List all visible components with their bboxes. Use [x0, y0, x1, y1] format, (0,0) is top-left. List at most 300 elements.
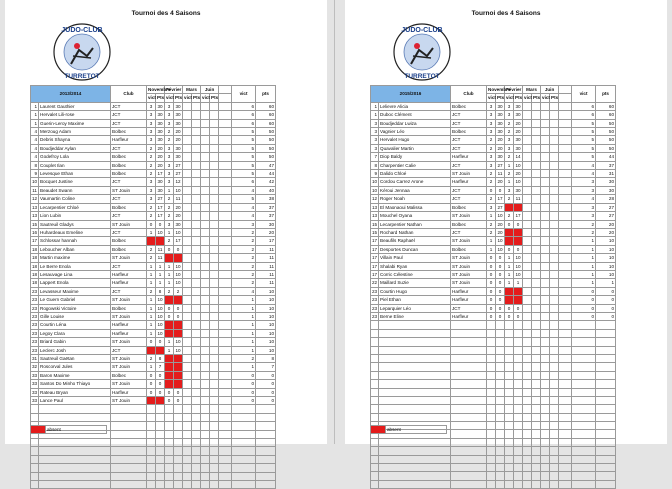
score-cell [496, 455, 505, 463]
gap-cell [559, 128, 572, 136]
club-cell [451, 346, 487, 354]
score-cell [165, 472, 174, 480]
score-cell: 0 [487, 270, 496, 278]
name-cell: Bocquet Justine [39, 178, 111, 186]
table-row [371, 413, 616, 421]
table-row [371, 153, 616, 161]
score-cell [514, 472, 523, 480]
svg-text:JUDO-CLUB: JUDO-CLUB [61, 27, 103, 34]
rank-cell [31, 413, 39, 421]
score-cell [541, 329, 550, 337]
score-cell [514, 363, 523, 371]
score-cell: 14 [515, 154, 521, 160]
score-cell [201, 220, 210, 228]
club-cell [111, 439, 147, 447]
score-cell: 11 [156, 245, 165, 253]
score-cell: 2 [505, 212, 514, 220]
score-cell: 2 [487, 228, 496, 236]
gap-cell [559, 161, 572, 169]
vict-cell [232, 430, 256, 438]
table-row [371, 396, 616, 404]
absent-cell [147, 237, 156, 245]
table-row [31, 136, 276, 144]
score-cell: 2 [505, 195, 514, 203]
club-cell: Bolbec [111, 304, 147, 312]
score-cell [496, 321, 505, 329]
absent-cell [165, 296, 174, 304]
score-cell: 1 [147, 312, 156, 320]
score-cell [192, 455, 201, 463]
rank-cell: 23 [32, 297, 38, 303]
gap-cell [559, 262, 572, 270]
club-cell [451, 363, 487, 371]
score-cell [550, 422, 559, 430]
club-cell: JCT [451, 111, 487, 119]
vict-cell: 6 [232, 102, 256, 110]
score-cell [523, 396, 532, 404]
vict-cell: 1 [232, 304, 256, 312]
score-cell [174, 405, 183, 413]
score-cell: 30 [515, 112, 521, 118]
vict-cell: 1 [232, 346, 256, 354]
score-cell [541, 136, 550, 144]
score-cell: 2 [147, 254, 156, 262]
score-cell: 2 [505, 170, 514, 178]
name-cell: Shalabi Ryan [379, 262, 451, 270]
score-cell [210, 203, 219, 211]
score-cell [192, 296, 201, 304]
name-cell: Roscorval Jules [39, 363, 111, 371]
score-cell: 0 [496, 296, 505, 304]
gap-cell [219, 144, 232, 152]
score-cell [201, 338, 210, 346]
score-cell [505, 346, 514, 354]
gap-cell [559, 472, 572, 480]
score-cell [183, 195, 192, 203]
score-cell [192, 422, 201, 430]
name-cell: Cordou Carrez Arone [379, 178, 451, 186]
name-cell: Briard Gabin [39, 338, 111, 346]
rank-cell: 18 [32, 280, 38, 286]
club-cell: Bolbec [111, 237, 147, 245]
score-cell [550, 405, 559, 413]
score-cell: 2 [487, 195, 496, 203]
score-cell [550, 203, 559, 211]
sub-header: vict [166, 95, 174, 101]
gap-cell [559, 254, 572, 262]
gap-cell [559, 329, 572, 337]
score-cell [532, 321, 541, 329]
table-row [31, 363, 276, 371]
absent-cell [174, 371, 183, 379]
score-cell [210, 296, 219, 304]
pts-cell [596, 363, 616, 371]
vict-cell: 5 [572, 119, 596, 127]
score-cell [541, 438, 550, 446]
table-row [371, 371, 616, 379]
score-cell [210, 161, 219, 169]
score-cell [523, 329, 532, 337]
name-cell: Guerin-Leroy Maxime [39, 119, 111, 127]
score-cell [541, 203, 550, 211]
score-cell: 2 [505, 119, 514, 127]
score-cell [156, 464, 165, 472]
score-cell [541, 371, 550, 379]
club-cell: ST Jouin [111, 355, 147, 363]
rank-cell: 3 [371, 119, 379, 127]
gap-cell [559, 296, 572, 304]
vict-cell: 3 [572, 212, 596, 220]
pts-cell: 10 [256, 338, 276, 346]
score-cell [201, 237, 210, 245]
score-cell [183, 237, 192, 245]
score-cell: 0 [505, 220, 514, 228]
gap-cell [219, 346, 232, 354]
score-cell: 1 [147, 228, 156, 236]
score-cell: 3 [165, 153, 174, 161]
pts-cell: 37 [256, 203, 276, 211]
score-cell [156, 422, 165, 430]
score-cell [201, 136, 210, 144]
score-cell [532, 396, 541, 404]
score-cell [541, 363, 550, 371]
club-cell: ST Jouin [451, 279, 487, 287]
month-header: Juin [201, 86, 219, 94]
score-cell: 27 [175, 162, 181, 168]
score-cell [514, 430, 523, 438]
rank-cell [371, 455, 379, 463]
table-row [31, 153, 276, 161]
pts-cell [596, 329, 616, 337]
table-row [371, 119, 616, 127]
score-cell [183, 279, 192, 287]
rank-cell [371, 413, 379, 421]
club-cell [451, 380, 487, 388]
pts-cell: 0 [596, 304, 616, 312]
score-cell: 0 [487, 262, 496, 270]
gap-cell [219, 136, 232, 144]
score-cell [550, 464, 559, 472]
score-cell [201, 254, 210, 262]
table-row [31, 270, 276, 278]
score-cell [192, 203, 201, 211]
score-cell [201, 321, 210, 329]
score-cell [532, 153, 541, 161]
table-row [371, 447, 616, 455]
rank-cell: 10 [372, 187, 378, 193]
gap-cell [219, 455, 232, 463]
name-cell: Sautreuil Gladys [39, 220, 111, 228]
absent-cell [156, 397, 165, 405]
pts-cell: 31 [596, 170, 616, 178]
score-cell [210, 186, 219, 194]
pts-cell: 11 [256, 254, 276, 262]
vict-cell: 5 [572, 136, 596, 144]
score-cell: 2 [165, 212, 174, 220]
score-cell: 0 [156, 338, 165, 346]
score-cell [523, 195, 532, 203]
table-row [31, 237, 276, 245]
score-cell [514, 329, 523, 337]
pts-cell: 10 [256, 296, 276, 304]
name-cell: Rochard Nathan [379, 228, 451, 236]
gap-cell [559, 405, 572, 413]
name-cell: Hervalet Lili-rose [39, 111, 111, 119]
score-cell: 3 [487, 153, 496, 161]
score-cell: 20 [175, 213, 181, 219]
score-cell [165, 405, 174, 413]
table-row [371, 455, 616, 463]
score-cell [523, 119, 532, 127]
absent-cell [174, 296, 183, 304]
score-cell: 1 [156, 262, 165, 270]
club-cell [451, 388, 487, 396]
score-cell: 30 [175, 112, 181, 118]
score-cell [192, 447, 201, 455]
score-cell [201, 380, 210, 388]
score-cell [541, 128, 550, 136]
judo-club-logo [47, 20, 117, 84]
name-cell [379, 472, 451, 480]
score-cell: 0 [174, 388, 183, 396]
score-cell [183, 111, 192, 119]
score-cell [192, 119, 201, 127]
pts-cell [596, 472, 616, 480]
vict-cell: 0 [232, 371, 256, 379]
absent-cell [165, 321, 174, 329]
vict-cell: 2 [232, 262, 256, 270]
tournament-title: Tournoi des 4 Saisons [471, 10, 541, 17]
rank-cell: 22 [372, 280, 378, 286]
table-row [31, 128, 276, 136]
score-cell [505, 354, 514, 362]
vict-cell [232, 413, 256, 421]
score-cell [541, 212, 550, 220]
score-cell [496, 472, 505, 480]
score-cell [192, 338, 201, 346]
vict-cell: 0 [232, 388, 256, 396]
score-cell: 1 [165, 228, 174, 236]
pts-cell: 20 [256, 228, 276, 236]
score-cell: 10 [175, 271, 181, 277]
score-cell [496, 422, 505, 430]
score-cell [201, 413, 210, 421]
score-cell: 2 [165, 136, 174, 144]
score-cell: 2 [505, 153, 514, 161]
score-cell [505, 438, 514, 446]
legend [370, 425, 447, 434]
absent-cell [156, 237, 165, 245]
month-header: Juin [541, 86, 559, 94]
club-cell [451, 430, 487, 438]
club-cell: ST Jouin [111, 397, 147, 405]
table-row [31, 296, 276, 304]
pts-cell: 50 [596, 128, 616, 136]
score-cell [201, 195, 210, 203]
gap-cell [559, 102, 572, 110]
gap-cell [559, 245, 572, 253]
name-cell [39, 464, 111, 472]
score-cell [201, 455, 210, 463]
score-cell [165, 422, 174, 430]
score-cell [183, 388, 192, 396]
score-cell [541, 102, 550, 110]
club-cell [451, 354, 487, 362]
table-row [31, 279, 276, 287]
gap-cell [219, 388, 232, 396]
score-cell [550, 119, 559, 127]
pts-cell [596, 388, 616, 396]
score-cell [165, 464, 174, 472]
score-cell [210, 397, 219, 405]
score-cell: 0 [156, 380, 165, 388]
score-cell [192, 439, 201, 447]
score-cell: 1 [147, 321, 156, 329]
score-cell: 0 [514, 245, 523, 253]
score-cell [183, 119, 192, 127]
score-cell [523, 144, 532, 152]
score-cell [156, 480, 165, 488]
vict-cell: 3 [572, 186, 596, 194]
vict-cell: 5 [232, 170, 256, 178]
tournament-title: Tournoi des 4 Saisons [131, 10, 201, 17]
score-cell: 0 [496, 186, 505, 194]
score-cell: 30 [175, 145, 181, 151]
score-cell [192, 170, 201, 178]
score-cell: 1 [505, 262, 514, 270]
score-cell [156, 447, 165, 455]
score-cell [192, 279, 201, 287]
score-cell [174, 430, 183, 438]
sub-header: Pts [515, 95, 523, 101]
gap-cell [219, 111, 232, 119]
score-cell [192, 346, 201, 354]
sub-header: Pts [175, 95, 183, 101]
gap-cell [559, 212, 572, 220]
club-cell: JCT [451, 161, 487, 169]
score-cell [192, 228, 201, 236]
name-cell: Berne Eline [379, 312, 451, 320]
score-cell [201, 270, 210, 278]
score-cell: 0 [156, 220, 165, 228]
score-cell [183, 128, 192, 136]
score-cell [523, 153, 532, 161]
score-cell [550, 346, 559, 354]
sheet-left [5, 0, 327, 444]
score-cell [183, 203, 192, 211]
score-cell: 20 [157, 154, 163, 160]
score-cell [505, 455, 514, 463]
pts-cell: 37 [596, 161, 616, 169]
score-cell [532, 220, 541, 228]
pts-cell: 44 [596, 153, 616, 161]
vict-cell [572, 321, 596, 329]
rank-cell [371, 338, 379, 346]
score-cell: 3 [147, 102, 156, 110]
score-cell [532, 413, 541, 421]
table-row [31, 119, 276, 127]
name-cell: Debris Shayna [39, 136, 111, 144]
score-cell [541, 195, 550, 203]
score-cell: 3 [147, 178, 156, 186]
sub-header: vict [488, 95, 496, 101]
score-cell [541, 220, 550, 228]
absent-cell [514, 228, 523, 236]
score-cell [201, 228, 210, 236]
pts-cell [256, 472, 276, 480]
score-cell [192, 321, 201, 329]
score-cell: 10 [157, 313, 163, 319]
score-cell [505, 472, 514, 480]
absent-cell [165, 371, 174, 379]
table-row [31, 321, 276, 329]
pts-cell: 60 [256, 119, 276, 127]
club-cell [451, 338, 487, 346]
vict-cell: 1 [232, 338, 256, 346]
score-cell [523, 212, 532, 220]
rank-cell [371, 380, 379, 388]
club-cell [451, 396, 487, 404]
score-cell: 1 [165, 270, 174, 278]
score-cell [183, 270, 192, 278]
score-cell: 1 [505, 178, 514, 186]
table-row [31, 186, 276, 194]
score-cell [192, 363, 201, 371]
score-cell: 17 [497, 196, 503, 202]
table-row [31, 447, 276, 455]
club-cell [111, 455, 147, 463]
score-cell: 0 [487, 312, 496, 320]
vict-cell [572, 363, 596, 371]
rank-cell: 1 [31, 102, 39, 110]
score-cell: 3 [505, 136, 514, 144]
score-cell [183, 212, 192, 220]
score-cell [541, 396, 550, 404]
pts-cell: 11 [256, 279, 276, 287]
club-cell [451, 480, 487, 488]
name-cell: Gille Louise [39, 312, 111, 320]
score-cell [550, 195, 559, 203]
score-cell [496, 396, 505, 404]
score-cell [156, 413, 165, 421]
club-cell: Harfleur [111, 270, 147, 278]
score-cell: 3 [505, 186, 514, 194]
sub-header: vict [524, 95, 532, 101]
rank-cell [371, 363, 379, 371]
score-cell: 11 [174, 195, 183, 203]
score-cell [210, 480, 219, 488]
score-cell [487, 413, 496, 421]
pts-cell [596, 346, 616, 354]
score-cell: 0 [147, 338, 156, 346]
table-row [371, 220, 616, 228]
score-cell [523, 296, 532, 304]
vict-cell [572, 338, 596, 346]
score-cell: 10 [175, 280, 181, 286]
score-cell: 3 [487, 119, 496, 127]
score-cell [210, 228, 219, 236]
vict-cell: 4 [232, 212, 256, 220]
table-row [31, 102, 276, 110]
table-row [371, 480, 616, 488]
sub-header: vict [184, 95, 192, 101]
score-cell: 30 [175, 120, 181, 126]
gap-cell [219, 363, 232, 371]
club-cell: Bolbec [111, 245, 147, 253]
score-cell: 0 [496, 262, 505, 270]
rank-cell: 10 [372, 179, 378, 185]
club-cell: JCT [111, 144, 147, 152]
